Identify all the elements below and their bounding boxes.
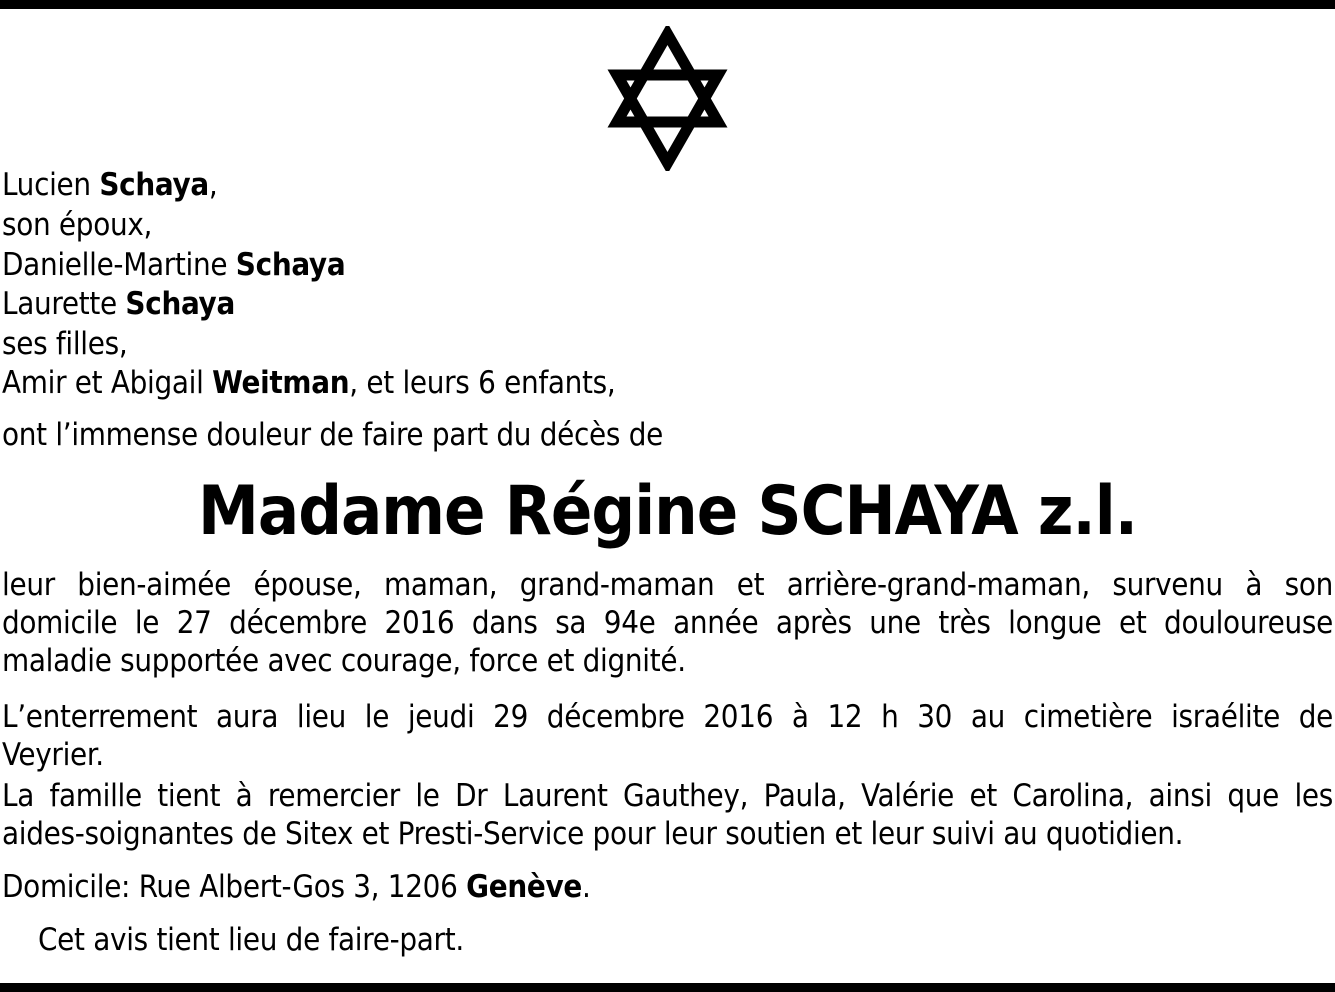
description-paragraph (2, 566, 1333, 680)
star-of-david-icon (605, 26, 730, 171)
description-line: domicile le 27 décembre 2016 dans sa 94e année après une très longue et douloureuse (2, 605, 1333, 641)
burial-paragraph (2, 698, 1333, 774)
family-line-laurette: Laurette Schaya (2, 286, 235, 322)
family-line-lucien: Lucien Schaya, (2, 167, 218, 203)
surname-schaya: Schaya (125, 286, 235, 322)
intro-line: ont l’immense douleur de faire part du décès de (2, 417, 663, 453)
family-line-spouse: son époux, (2, 207, 153, 243)
description-line: leur bien-aimée épouse, maman, grand-maman et arrière-grand-maman, survenu à son (2, 567, 1333, 603)
notice-line: Cet avis tient lieu de faire-part. (38, 922, 464, 958)
family-line-weitman: Amir et Abigail Weitman, et leurs 6 enfants, (2, 365, 616, 401)
surname-schaya: Schaya (235, 247, 346, 283)
family-line-danielle: Danielle-Martine Schaya (2, 247, 346, 283)
burial-line: Veyrier. (2, 737, 104, 773)
surname-schaya: Schaya (99, 167, 209, 203)
top-rule (0, 0, 1335, 9)
thanks-paragraph (2, 777, 1333, 853)
deceased-name: Madame Régine SCHAYA z.l. (198, 472, 1137, 551)
family-line-daughters: ses filles, (2, 326, 128, 362)
thanks-line: aides-soignantes de Sitex et Presti-Service pour leur soutien et leur suivi au quotidien. (2, 816, 1184, 852)
description-line: maladie supportée avec courage, force et dignité. (2, 643, 686, 679)
domicile-line: Domicile: Rue Albert-Gos 3, 1206 Genève. (2, 869, 591, 905)
bottom-rule (0, 983, 1335, 992)
thanks-line: La famille tient à remercier le Dr Laurent Gauthey, Paula, Valérie et Carolina, ainsi que les (2, 778, 1333, 814)
surname-weitman: Weitman (212, 365, 350, 401)
burial-line: L’enterrement aura lieu le jeudi 29 décembre 2016 à 12 h 30 au cimetière israélite de (2, 699, 1333, 735)
city-geneve: Genève (466, 869, 582, 905)
